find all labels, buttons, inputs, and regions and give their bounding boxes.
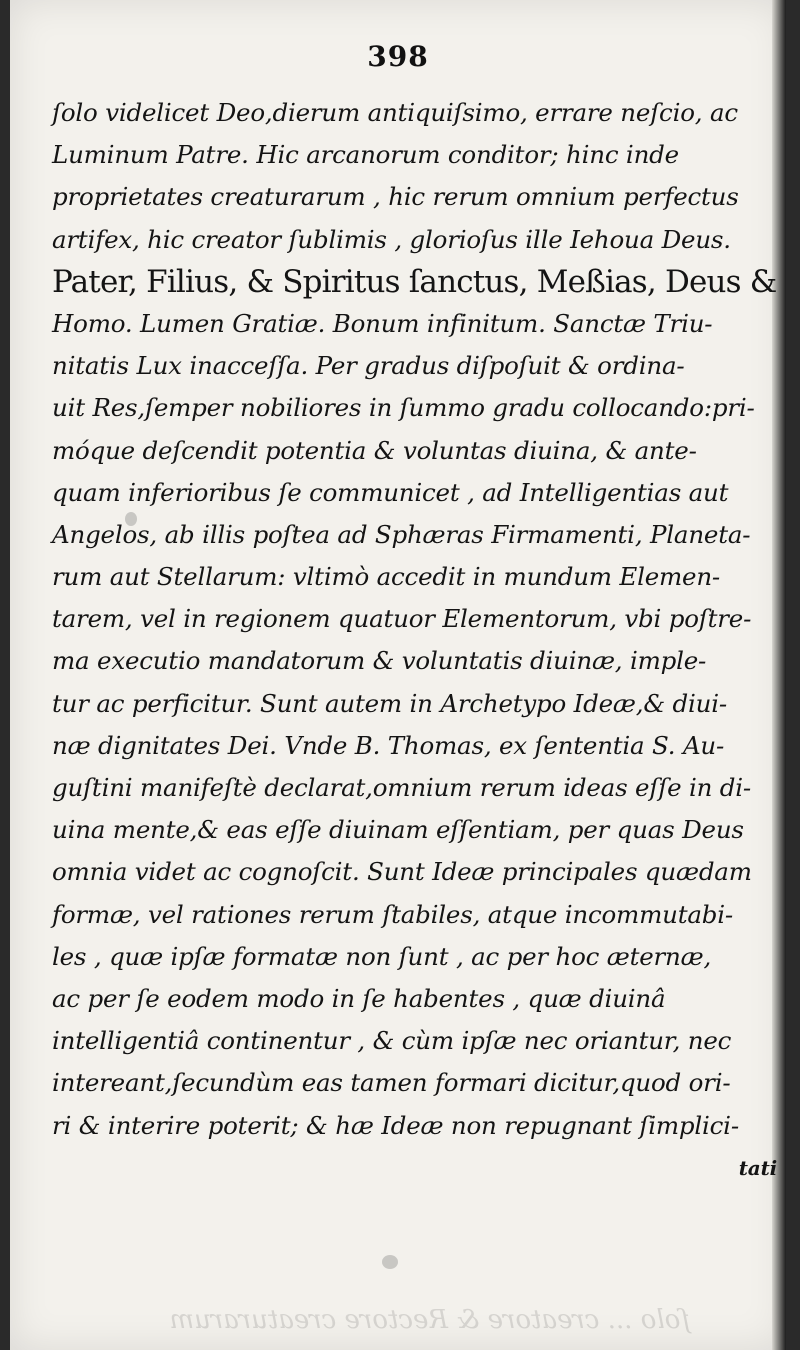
text-line: Homo. Lumen Gratiæ. Bonum infinitum. Sanctæ Triu- — [52, 308, 713, 338]
text-line: Luminum Patre. Hic arcanorum conditor; hinc inde — [52, 140, 679, 170]
catchword: tati — [738, 1155, 777, 1180]
text-line: rum aut Stellarum: vltimò accedit in mundum Elemen- — [52, 562, 721, 592]
text-line: móque deſcendit potentia & voluntas diuina, & ante- — [52, 435, 697, 465]
text-line: nitatis Lux inacceſſa. Per gradus diſpoſuit & ordina- — [52, 351, 685, 381]
text-line: omnia videt ac cognoſcit. Sunt Ideæ principales quædam — [52, 857, 752, 887]
text-line: tarem, vel in regionem quatuor Elementorum, vbi poſtre- — [52, 604, 752, 634]
text-line: næ dignitates Dei. Vnde B. Thomas, ex ſententia S. Au- — [52, 730, 725, 760]
text-line: ac per ſe eodem modo in ſe habentes , quæ diuinâ — [52, 983, 666, 1013]
ink-blot — [382, 1255, 398, 1269]
text-line: artifex, hic creator ſublimis , glorioſus ille Iehoua Deus. — [52, 224, 731, 254]
text-line: ſolo videlicet Deo,dierum antiquiſsimo, errare neſcio, ac — [52, 98, 738, 127]
text-line: tur ac perficitur. Sunt autem in Archetypo Ideæ,& diui- — [52, 688, 727, 718]
text-line: uina mente,& eas eſſe diuinam eſſentiam, per quas Deus — [52, 815, 744, 845]
text-line: ma executio mandatorum & voluntatis diuinæ, imple- — [52, 646, 707, 676]
text-line: uit Res,ſemper nobiliores in ſummo gradu collocando:pri- — [52, 393, 755, 423]
body-text — [52, 92, 777, 1189]
text-line: formæ, vel rationes rerum ſtabiles, atque incommutabi- — [52, 899, 733, 929]
text-line: les , quæ ipſæ formatæ non ſunt , ac per hoc æternæ, — [52, 941, 712, 971]
text-line: guſtini manifeſtè declarat,omnium rerum ideas eſſe in di- — [52, 773, 751, 802]
text-line: intelligentiâ continentur , & cùm ipſæ nec oriantur, nec — [52, 1026, 732, 1056]
text-line: Angelos, ab illis poſtea ad Sphæras Firmamenti, Planeta- — [52, 519, 751, 549]
show-through-text: ſolo ... creatore & Rectore creaturarum — [169, 1305, 690, 1335]
text-line: intereant,ſecundùm eas tamen formari dicitur,quod ori- — [52, 1068, 731, 1098]
text-line: proprietates creaturarum , hic rerum omnium perfectus — [52, 182, 739, 212]
book-page — [10, 0, 786, 1350]
text-line: Pater, Filius, & Spiritus ſanctus, Meßias, Deus & — [52, 263, 777, 300]
text-line: quam inferioribus ſe communicet , ad Intelligentias aut — [52, 477, 729, 507]
ink-blot — [125, 512, 137, 526]
text-line: ri & interire poterit; & hæ Ideæ non repugnant ſimplici- — [52, 1110, 739, 1140]
page-number: 398 — [367, 40, 429, 73]
